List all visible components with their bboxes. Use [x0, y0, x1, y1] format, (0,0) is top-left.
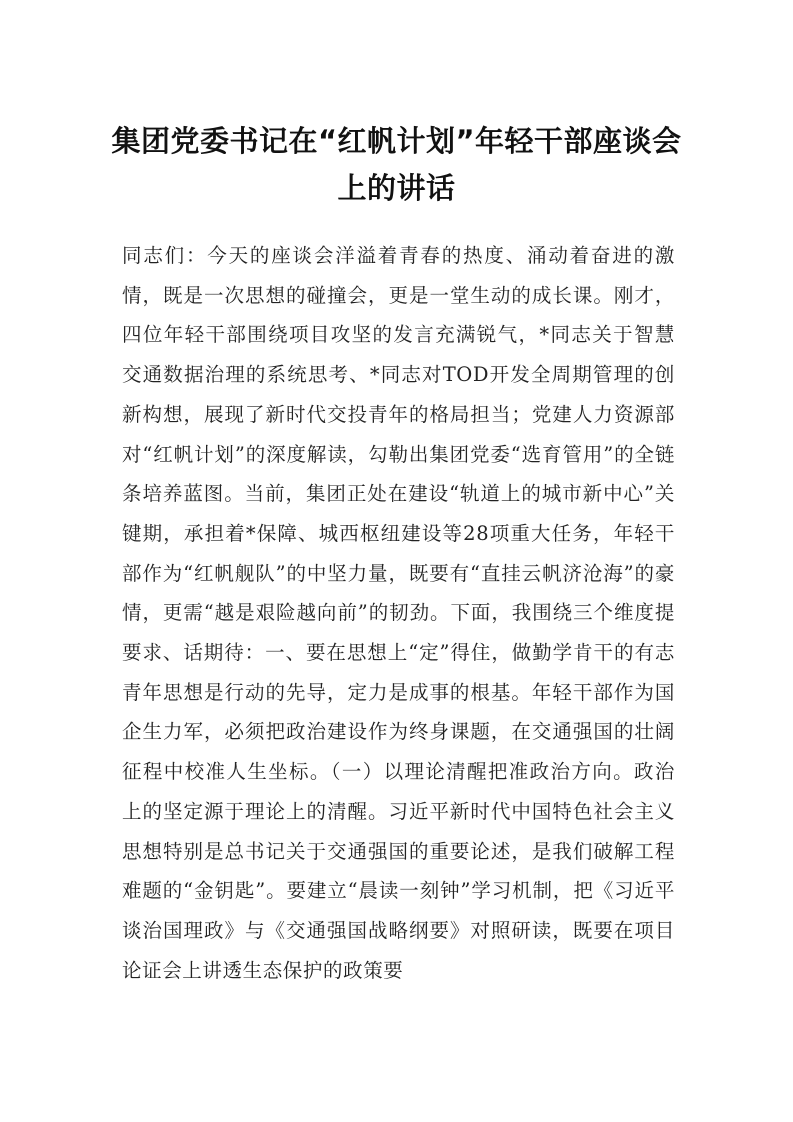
document-title: 集团党委书记在“红帆计划”年轻干部座谈会上的讲话 — [111, 124, 682, 205]
document-body: 同志们：今天的座谈会洋溢着青春的热度、涌动着奋进的激情，既是一次思想的碰撞会，更是一堂生动的成长课。刚才，四位年轻干部围绕项目攻坚的发言充满锐气，*同志关于智慧交通数据治理的系统思考、*同志对TOD开发全周期管理的创新构想，展现了新时代交投青年的格局担当；党建人力资源部对“红帆计划”的深度解读，勾勒出集团党委“选育管用”的全链条培养蓝图。当前，集团正处在建设“轨道上的城市新中心”关键期，承担着*保障、城西枢纽建设等28项重大任务，年轻干部作为“红帆舰队”的中坚力量，既要有“直挂云帆济沧海”的豪情，更需“越是艰险越向前”的韧劲。下面，我围绕三个维度提要求、话期待：一、要在思想上“定”得住，做勤学肯干的有志青年思想是行动的先导，定力是成事的根基。年轻干部作为国企生力军，必须把政治建设作为终身课题，在交通强国的壮阔征程中校准人生坐标。（一）以理论清醒把准政治方向。政治上的坚定源于理论上的清醒。习近平新时代中国特色社会主义思想特别是总书记关于交通强国的重要论述，是我们破解工程难题的“金钥匙”。要建立“晨读一刻钟”学习机制，把《习近平谈治国理政》与《交通强国战略纲要》对照研读，既要在项目论证会上讲透生态保护的政策要 — [122, 244, 675, 982]
